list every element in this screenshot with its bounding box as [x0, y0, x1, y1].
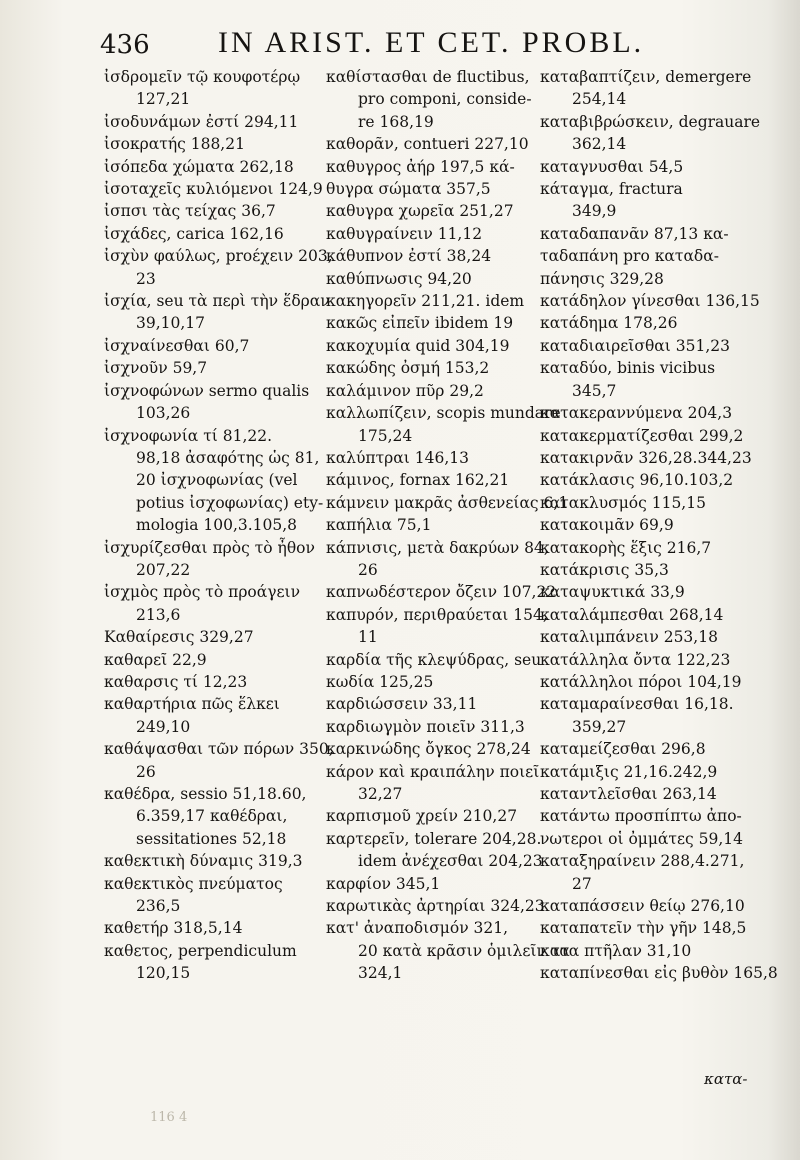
index-entry: κατάδηλον γίνεσθαι 136,15 [540, 292, 760, 311]
index-entry: καταμαραίνεσθαι 16,18. [540, 695, 734, 714]
index-entry: ταδαπάνη pro καταδα- [540, 247, 719, 266]
index-entry: pro componi, conside- [358, 90, 532, 109]
index-entry: κατακορὴς ἕξις 216,7 [540, 538, 712, 557]
index-entry: mologia 100,3.105,8 [136, 516, 298, 535]
index-entry: καταβιβρώσκειν, degrauare [540, 112, 761, 131]
index-entry: 103,26 [136, 404, 191, 423]
index-entry: κατάλληλα ὄντα 122,23 [540, 650, 731, 669]
index-entry: 207,22 [136, 560, 191, 579]
index-entry: κατάμιξις 21,16.242,9 [540, 762, 718, 781]
index-entry: καλύπτραι 146,13 [326, 448, 469, 467]
index-entry: ἰσχὺν φαύλως, proέχειν 203, [104, 247, 333, 266]
index-entry: ἰσπσι τὰς τείχας 36,7 [104, 202, 276, 221]
index-entry: καθύπνωσις 94,20 [326, 269, 472, 288]
index-entry: ἰσχνοφώνων sermo qualis [104, 381, 310, 400]
index-entry: καταλιμπάνειν 253,18 [540, 628, 718, 647]
index-entry: κάρον καὶ κραιπάλην ποιεῖ [326, 762, 540, 781]
page-number: 436 [100, 30, 150, 60]
index-entry: sessitationes 52,18 [136, 829, 287, 848]
index-entry: καρδιωγμὸν ποιεῖν 311,3 [326, 717, 525, 736]
index-entry: κακώδης ὀσμή 153,2 [326, 359, 490, 378]
page-header [100, 22, 780, 62]
index-entry: καθετήρ 318,5,14 [104, 919, 243, 938]
index-entry: ἰσχμὸς πρὸς τὸ προάγειν [104, 583, 301, 602]
index-entry: καταπατεῖν τὴν γῆν 148,5 [540, 919, 747, 938]
index-entry: 98,18 ἀσαφότης ὡς 81, [136, 448, 320, 467]
index-entry: καθάψασθαι τῶν πόρων 350, [104, 740, 334, 759]
catchword: κατα- [704, 1070, 748, 1088]
index-entry: ἰσόπεδα χώματα 262,18 [104, 157, 294, 176]
index-entry: καρπισμοῦ χρείν 210,27 [326, 807, 518, 826]
index-entry: κατάκλασις 96,10.103,2 [540, 471, 734, 490]
index-entry: κακηγορεῖν 211,21. idem [326, 292, 525, 311]
index-entry: 20 κατὰ κρᾶσιν ὁμιλεῖν τα [358, 941, 570, 960]
index-entry: 254,14 [572, 90, 627, 109]
index-entry: ἰσχνοῦν 59,7 [104, 359, 208, 378]
index-entry: καρφίον 345,1 [326, 874, 441, 893]
index-entry: καθαρσις τί 12,23 [104, 672, 248, 691]
index-entry: ἰσχνοφωνία τί 81,22. [104, 426, 273, 445]
index-entry: καπήλια 75,1 [326, 516, 432, 535]
index-entry: 23 [136, 269, 156, 288]
index-entry: 27 [572, 874, 592, 893]
index-entry: καταδιαιρεῖσθαι 351,23 [540, 336, 730, 355]
index-entry: 32,27 [358, 785, 403, 803]
index-entry: καταμείζεσθαι 296,8 [540, 740, 706, 759]
index-entry: καθυγρα χωρεῖα 251,27 [326, 202, 514, 221]
index-entry: καταλάμπεσθαι 268,14 [540, 605, 724, 624]
index-entry: καλάμινον πῦρ 29,2 [326, 381, 484, 400]
index-entry: καθετος, perpendiculum [104, 941, 297, 960]
index-entry: κατάντω προσπίπτω ἀπο- [540, 807, 742, 826]
index-entry: καρωτικὰς ἀρτηρίαι 324,23 [326, 897, 545, 916]
index-entry: πάνησις 329,28 [540, 269, 664, 288]
index-entry: κατακοιμᾶν 69,9 [540, 516, 674, 535]
index-entry: κατακλυσμός 115,15 [540, 493, 706, 512]
index-entry: καταδαπανᾶν 87,13 κα- [540, 224, 729, 243]
index-entry: κατάδημα 178,26 [540, 314, 678, 333]
index-entry: 26 [358, 560, 378, 579]
index-entry: κατ' ἀναποδισμόν 321, [326, 919, 509, 938]
index-entry: κατα πτῆλαν 31,10 [540, 941, 692, 960]
index-entry: καλλωπίζειν, scopis mundare [326, 404, 561, 423]
index-entry: καθαρτήρια πῶς ἕλκει [104, 695, 280, 714]
index-entry: καθεκτικὸς πνεύματος [104, 874, 283, 893]
index-entry: καπυρόν, περιθραύεται 154, [326, 605, 548, 624]
index-entry: 249,10 [136, 717, 191, 736]
index-column-1 [104, 66, 334, 985]
index-entry: καθεκτικὴ δύναμις 319,3 [104, 852, 303, 871]
index-entry: καταδύο, binis vicibus [540, 359, 716, 378]
index-entry: 6.359,17 καθέδραι, [136, 807, 288, 826]
index-entry: 349,9 [572, 202, 617, 221]
index-entry: re 168,19 [358, 112, 434, 131]
index-entry: καρδία τῆς κλεψύδρας, seu [326, 650, 542, 669]
index-entry: ἰσδρομεῖν τῷ κουφοτέρῳ [104, 68, 301, 86]
index-entry: θυγρα σώματα 357,5 [326, 180, 491, 199]
index-entry: κάταγμα, fractura [540, 180, 683, 199]
index-entry: καταψυκτικά 33,9 [540, 583, 685, 602]
bleed-through-text: 116 4 [150, 1110, 188, 1125]
index-entry: 20 ἰσχνοφωνίας (vel [136, 471, 298, 490]
index-entry: 26 [136, 762, 156, 781]
index-entry: καθαρεῖ 22,9 [104, 650, 207, 669]
index-entry: κάπνισις, μετὰ δακρύων 84, [326, 538, 549, 557]
index-column-2 [326, 66, 570, 985]
index-entry: καθίστασθαι de fluctibus, [326, 68, 530, 86]
index-entry: 127,21 [136, 90, 191, 109]
index-entry: κατάκρισις 35,3 [540, 560, 669, 579]
index-entry: ἰσοκρατής 188,21 [104, 135, 245, 154]
running-head: IN ARIST. ET CET. PROBL. [218, 26, 645, 59]
index-entry: 324,1 [358, 964, 403, 983]
index-entry: καταντλεῖσθαι 263,14 [540, 785, 717, 803]
index-entry: κακοχυμία quid 304,19 [326, 336, 510, 355]
index-entry: 213,6 [136, 605, 181, 624]
index-entry: ἰσχναίνεσθαι 60,7 [104, 336, 250, 355]
index-entry: potius ἰσχοφωνίας) ety- [136, 493, 324, 512]
index-entry: idem ἀνέχεσθαι 204,23 [358, 852, 543, 871]
index-entry: κατακεραννύμενα 204,3 [540, 404, 733, 423]
index-entry: κατακερματίζεσθαι 299,2 [540, 426, 744, 445]
index-entry: ἰσοδυνάμων ἐστί 294,11 [104, 112, 299, 131]
index-entry: κατακιρνᾶν 326,28.344,23 [540, 448, 752, 467]
index-entry: καθέδρα, sessio 51,18.60, [104, 785, 307, 803]
index-entry: κατάλληλοι πόροι 104,19 [540, 672, 742, 691]
index-entry: νωτεροι οἱ ὀμμάτες 59,14 [540, 829, 743, 848]
index-entry: καταξηραίνειν 288,4.271, [540, 852, 745, 871]
index-entry: 11 [358, 628, 378, 647]
index-entry: καταπίνεσθαι εἰς βυθὸν 165,8 [540, 964, 778, 983]
index-entry: καρτερεῖν, tolerare 204,28. [326, 829, 542, 848]
index-entry: ἰσχυρίζεσθαι πρὸς τὸ ἦθον [104, 538, 315, 557]
index-entry: κάθυπνον ἐστί 38,24 [326, 247, 492, 266]
index-entry: 359,27 [572, 717, 627, 736]
index-entry: καταπάσσειν θείῳ 276,10 [540, 897, 745, 916]
index-entry: καπνωδέστερον ὄζειν 107,22 [326, 583, 557, 602]
index-entry: 39,10,17 [136, 314, 206, 333]
index-entry: κάμινος, fornax 162,21 [326, 471, 510, 490]
index-entry: καρκινώδης ὄγκος 278,24 [326, 740, 531, 759]
index-entry: 345,7 [572, 381, 617, 400]
index-entry: καθυγραίνειν 11,12 [326, 224, 483, 243]
index-entry: 175,24 [358, 426, 413, 445]
index-entry: καταγνυσθαι 54,5 [540, 157, 684, 176]
index-entry: κάμνειν μακρᾶς ἀσθενείας 6,1 [326, 493, 569, 512]
index-entry: 362,14 [572, 135, 627, 154]
index-entry: 120,15 [136, 964, 191, 983]
index-entry: Καθαίρεσις 329,27 [104, 628, 254, 647]
index-entry: καθυγρος ἀήρ 197,5 κά- [326, 157, 515, 176]
index-entry: κωδία 125,25 [326, 672, 434, 691]
index-entry: καταβαπτίζειν, demergere [540, 68, 752, 86]
index-entry: καρδιώσσειν 33,11 [326, 695, 478, 714]
index-entry: καθορᾶν, contueri 227,10 [326, 135, 529, 154]
index-column-3 [540, 66, 778, 985]
index-entry: ἰσοταχεῖς κυλιόμενοι 124,9 [104, 180, 323, 199]
index-entry: κακῶς εἰπεῖν ibidem 19 [326, 314, 514, 333]
index-entry: ἰσχάδες, carica 162,16 [104, 224, 284, 243]
index-entry: 236,5 [136, 897, 181, 916]
index-entry: ἰσχία, seu τὰ περὶ τὴν ἕδραν [104, 292, 330, 311]
